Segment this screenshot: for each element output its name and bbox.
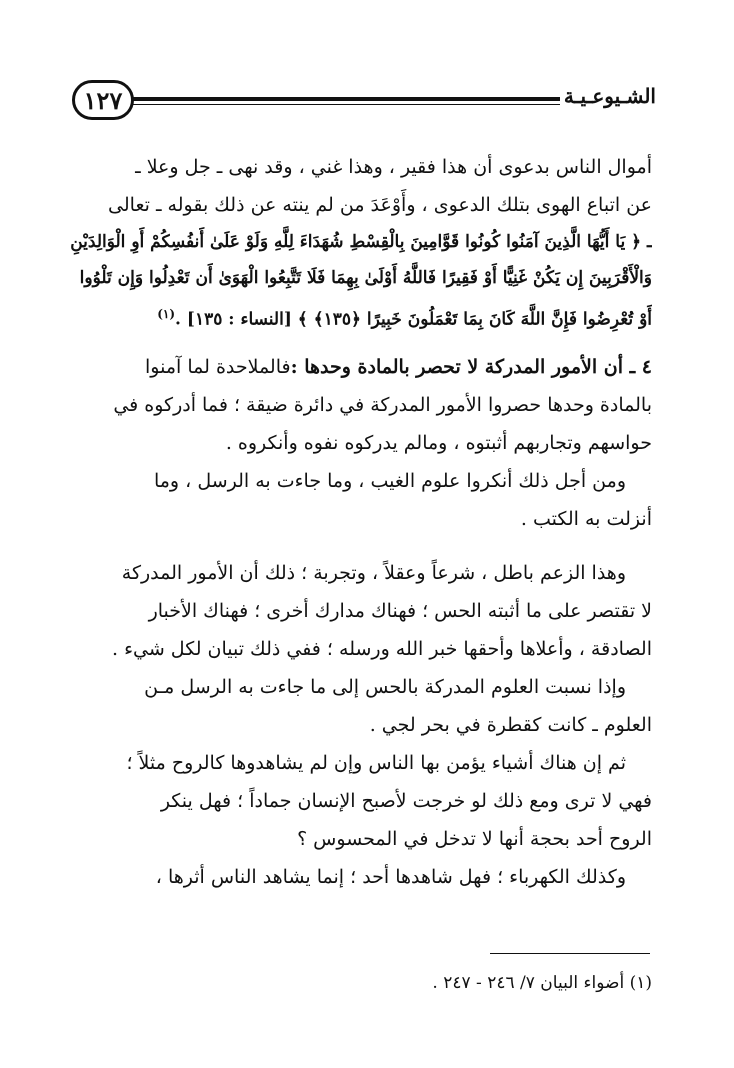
text-line: فهي لا ترى ومع ذلك لو خرجت لأصبح الإنسان جماداً ؛ فهل ينكر bbox=[160, 790, 652, 812]
text-line bbox=[70, 348, 652, 386]
verse-line bbox=[70, 296, 652, 332]
header-rule-thick bbox=[132, 97, 560, 101]
text-line: أموال الناس بدعوى أن هذا فقير ، وهذا غني ، وقد نهى ـ جل وعلا ـ bbox=[135, 156, 652, 178]
footnote-reference: (١) bbox=[157, 307, 176, 321]
text-line: عن اتباع الهوى بتلك الدعوى ، وأَوْعَدَ من لم ينته عن ذلك بقوله ـ تعالى bbox=[108, 194, 652, 216]
body-text bbox=[70, 148, 652, 896]
running-title: الشـيوعـيـة bbox=[563, 84, 656, 108]
text-line: وهذا الزعم باطل ، شرعاً وعقلاً ، وتجربة ؛ ذلك أن الأمور المدركة bbox=[121, 562, 626, 584]
text-line: ومن أجل ذلك أنكروا علوم الغيب ، وما جاءت به الرسل ، وما bbox=[153, 470, 626, 492]
text-line: لا تقتصر على ما أثبته الحس ؛ فهناك مدارك أخرى ؛ فهناك الأخبار bbox=[148, 600, 652, 622]
header-rule bbox=[132, 94, 560, 106]
text-line: الصادقة ، وأعلاها وأحقها خبر الله ورسله ؛ ففي ذلك تبيان لكل شيء . bbox=[112, 638, 652, 660]
text-line: ثم إن هناك أشياء يؤمن بها الناس وإن لم يشاهدوها كالروح مثلاً ؛ bbox=[126, 752, 626, 774]
verse-line: وَالْأَقْرَبِينَ إِن يَكُنْ غَنِيًّا أَوْ فَقِيرًا فَاللَّهُ أَوْلَىٰ بِهِمَا فَلَا تَتَّبِعُوا الْهَوَىٰ أَن تَعْدِلُوا وَإِن تَلْوُوا bbox=[79, 268, 652, 288]
text-line-continuation: فالملاحدة لما آمنوا bbox=[145, 356, 291, 378]
footnote: (١) أضواء البيان ٧/ ٢٤٦ - ٢٤٧ . bbox=[432, 973, 652, 993]
page-header bbox=[72, 78, 656, 126]
text-line: أنزلت به الكتب . bbox=[520, 508, 652, 530]
text-line: وإذا نسبت العلوم المدركة بالحس إلى ما جاءت به الرسل مـن bbox=[144, 676, 626, 698]
text-line: وكذلك الكهرباء ؛ فهل شاهدها أحد ؛ إنما يشاهد الناس أثرها ، bbox=[155, 866, 626, 888]
text-line: العلوم ـ كانت كقطرة في بحر لجي . bbox=[369, 714, 652, 736]
footnote-separator bbox=[490, 953, 650, 954]
verse-line: ـ ﴿ يَا أَيُّهَا الَّذِينَ آمَنُوا كُونُوا قَوَّامِينَ بِالْقِسْطِ شُهَدَاءَ لِلَّهِ وَلَوْ عَلَىٰ أَنفُسِكُمْ أَوِ الْوَالِدَيْنِ bbox=[70, 232, 652, 252]
text-line: حواسهم وتجاربهم أثبتوه ، ومالم يدركوه نفوه وأنكروه . bbox=[225, 432, 652, 454]
verse-line-text: أَوْ تُعْرِضُوا فَإِنَّ اللَّهَ كَانَ بِمَا تَعْمَلُونَ خَبِيرًا ﴿١٣٥﴾ ﴾ [النساء : ١٣٥] . bbox=[175, 309, 652, 330]
text-line: الروح أحد بحجة أنها لا تدخل في المحسوس ؟ bbox=[297, 828, 652, 850]
text-line: بالمادة وحدها حصروا الأمور المدركة في دائرة ضيقة ؛ فما أدركوه في bbox=[113, 394, 652, 416]
header-rule-thin bbox=[132, 104, 560, 105]
section-heading: ٤ ـ أن الأمور المدركة لا تحصر بالمادة وحدها : bbox=[290, 356, 652, 378]
page-number: ١٢٧ bbox=[72, 80, 134, 120]
